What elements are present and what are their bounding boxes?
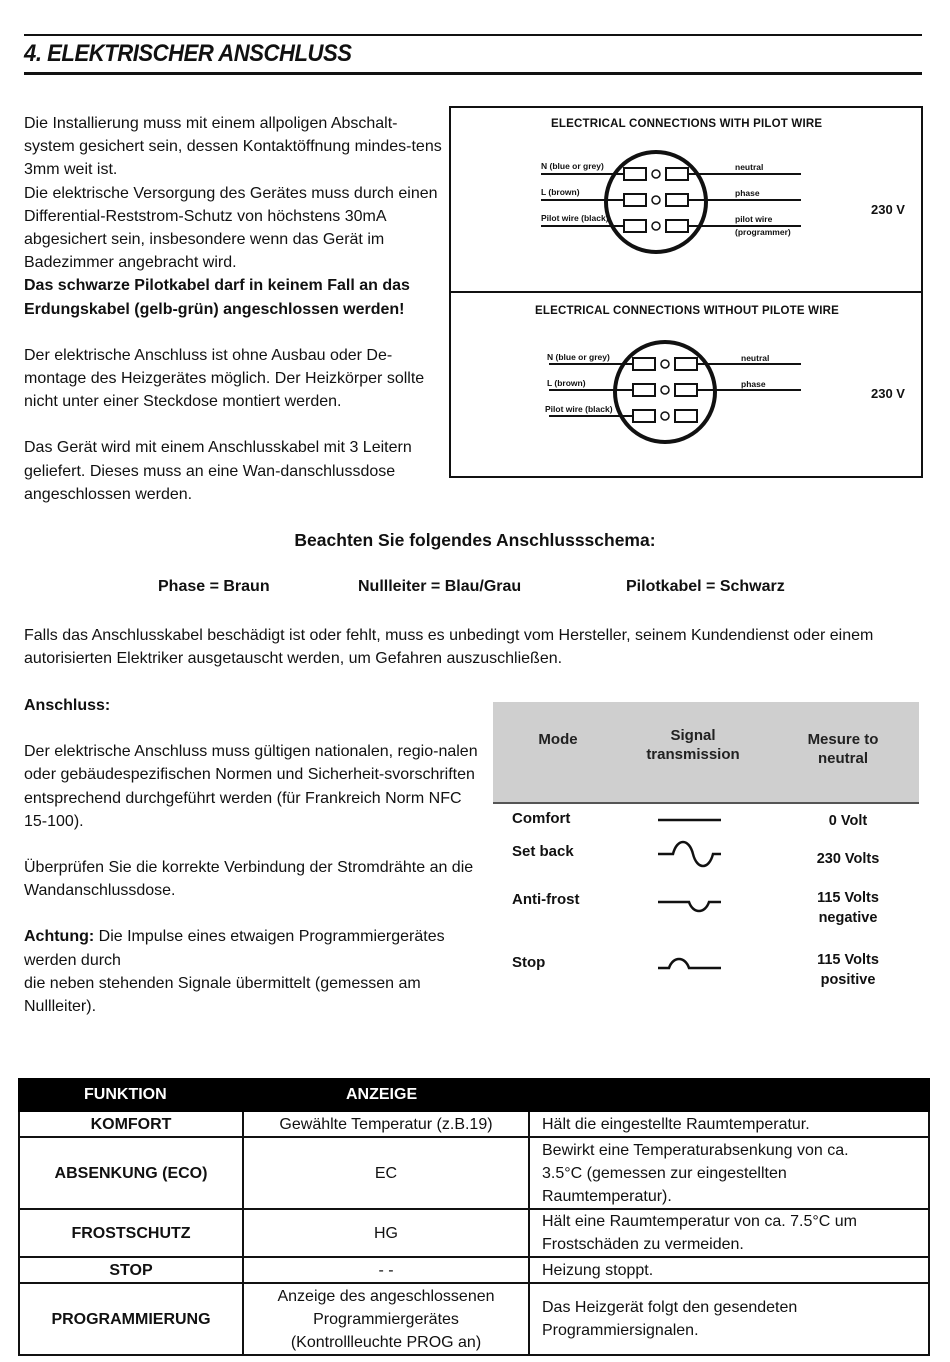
signal-row-setback-value: 230 Volts: [816, 851, 880, 867]
intro-p5: Das Gerät wird mit einem Anschlusskabel mit 3 Leitern geliefert. Dieses muss an eine Wan-danschlussdose angeschlossen werden.: [24, 439, 412, 503]
anschluss-p2: Überprüfen Sie die korrekte Verbindung der Stromdrähte an die Wandanschlussdose.: [24, 859, 474, 900]
diagram-top-label-phase: phase: [735, 188, 760, 198]
row-komfort-beschreibung: Hält die eingestellte Raumtemperatur.: [529, 1111, 929, 1137]
anschluss-p1: Der elektrische Anschluss muss gültigen nationalen, regio-nalen oder gebäudespezifischen Normen und Sicherheit-svorschriften entsprechend durchgeführt werden (für Frankreich Norm NFC 15-100).: [24, 743, 478, 830]
signal-row-antifrost-value: 115 Volts negative: [817, 890, 879, 926]
row-frost-funktion: FROSTSCHUTZ: [19, 1209, 243, 1257]
table-row: [19, 1283, 929, 1355]
row-prog-funktion: PROGRAMMIERUNG: [19, 1283, 243, 1355]
row-prog-anzeige: Anzeige des angeschlossenen Programmiergerätes (Kontrollleuchte PROG an): [243, 1283, 529, 1355]
waveform-stop: [658, 959, 721, 968]
diagram-top-label-l: L (brown): [541, 187, 580, 197]
diagram-top-label-n: N (blue or grey): [541, 161, 604, 171]
signal-row-antifrost-mode: Anti-frost: [512, 891, 580, 908]
row-stop-funktion: STOP: [19, 1257, 243, 1283]
anschluss-section: [24, 694, 484, 1018]
signal-row-comfort-value: 0 Volt: [828, 813, 868, 829]
function-table: [18, 1078, 930, 1356]
row-eco-funktion: ABSENKUNG (ECO): [19, 1137, 243, 1209]
signal-row-stop-value: 115 Volts positive: [817, 952, 879, 988]
wiring-diagrams: [449, 106, 923, 478]
row-komfort-anzeige: Gewählte Temperatur (z.B.19): [243, 1111, 529, 1137]
damage-notice: Falls das Anschlusskabel beschädigt ist oder fehlt, muss es unbedingt vom Hersteller, seinem Kundendienst oder einem autorisierten Elektriker ausgetauscht werden, um Gefahren auszuschließen.: [24, 627, 874, 668]
row-eco-beschreibung: Bewirkt eine Temperaturabsenkung von ca. 3.5°C (gemessen zur eingestellten Raumtemperatur).: [529, 1137, 929, 1209]
title-underline: [24, 72, 922, 75]
row-frost-anzeige: HG: [243, 1209, 529, 1257]
anschluss-heading: Anschluss:: [24, 697, 111, 714]
function-table-header: [19, 1079, 929, 1111]
diagram-top-title: ELECTRICAL CONNECTIONS WITH PILOT WIRE: [551, 118, 823, 130]
row-frost-beschreibung: Hält eine Raumtemperatur von ca. 7.5°C um Frostschäden zu vermeiden.: [529, 1209, 929, 1257]
intro-warning: Das schwarze Pilotkabel darf in keinem Fall an das Erdungskabel (gelb-grün) angeschlossen werden!: [24, 277, 410, 318]
achtung-text-2: die neben stehenden Signale übermittelt (gemessen am Nullleiter).: [24, 974, 421, 1016]
row-prog-beschreibung: Das Heizgerät folgt den gesendeten Programmiersignalen.: [529, 1283, 929, 1355]
diagram-divider: [451, 291, 921, 293]
waveform-antifrost: [658, 902, 721, 911]
signal-row-setback-mode: Set back: [512, 843, 574, 860]
legend-phase: Phase = Braun: [158, 578, 270, 595]
diagram-top-label-pilot: Pilot wire (black): [541, 213, 609, 223]
waveform-setback: [658, 842, 721, 866]
anschluss-p3: [24, 925, 479, 971]
diagram-bottom-voltage: 230 V: [871, 386, 905, 401]
diagram-bottom-label-pilot: Pilot wire (black): [545, 404, 613, 414]
diagram-top-label-pilot-wire: pilot wire: [735, 214, 773, 224]
signal-table: [493, 702, 919, 1022]
intro-p4: Der elektrische Anschluss ist ohne Ausbau oder De-montage des Heizgerätes möglich. Der Heizkörper sollte nicht unter einer Steckdose montiert werden.: [24, 346, 425, 411]
section-title: 4. ELEKTRISCHER ANSCHLUSS: [24, 40, 352, 67]
row-eco-anzeige: EC: [243, 1137, 529, 1209]
signal-header-mode: Mode: [538, 731, 578, 748]
diagram-bottom-title: ELECTRICAL CONNECTIONS WITHOUT PILOTE WIRE: [535, 305, 839, 317]
legend-pilot: Pilotkabel = Schwarz: [626, 578, 785, 595]
header-funktion: FUNKTION: [19, 1079, 243, 1111]
signal-header-signal: Signal transmission: [646, 727, 740, 763]
table-row: [19, 1257, 929, 1283]
achtung-label: Achtung:: [24, 928, 95, 946]
signal-header-measure: Mesure to neutral: [807, 731, 879, 767]
intro-p1: Die Installierung muss mit einem allpoligen Abschalt-system gesichert sein, dessen Kontaktöffnung mindes-tens 3mm weit ist.: [24, 115, 442, 179]
legend-neutral: Nullleiter = Blau/Grau: [358, 578, 522, 595]
row-komfort-funktion: KOMFORT: [19, 1111, 243, 1137]
top-rule: [24, 34, 922, 36]
diagram-top-label-neutral: neutral: [735, 162, 764, 172]
table-row: [19, 1137, 929, 1209]
header-anzeige: ANZEIGE: [243, 1079, 529, 1111]
diagram-bottom-label-n: N (blue or grey): [547, 352, 610, 362]
row-stop-beschreibung: Heizung stoppt.: [529, 1257, 929, 1283]
diagram-bottom-label-phase: phase: [741, 379, 766, 389]
intro-text: [24, 112, 444, 506]
row-stop-anzeige: - -: [243, 1257, 529, 1283]
intro-p2: Die elektrische Versorgung des Gerätes muss durch einen Differential-Reststrom-Schutz von höchstens 30mA abgesichert sein, insbesondere wenn das Gerät im Badezimmer angebracht wird.: [24, 184, 438, 272]
table-row: [19, 1111, 929, 1137]
diagram-bottom-label-l: L (brown): [547, 378, 586, 388]
signal-row-stop-mode: Stop: [512, 954, 546, 971]
diagram-top-label-programmer: (programmer): [735, 227, 791, 237]
table-row: [19, 1209, 929, 1257]
header-beschreibung: [529, 1079, 929, 1111]
diagram-top-voltage: 230 V: [871, 202, 905, 217]
achtung-text-1: Die Impulse eines etwaigen Programmiergerätes werden durch: [24, 928, 445, 969]
scheme-heading: Beachten Sie folgendes Anschlussschema:: [294, 530, 656, 550]
diagram-bottom-label-neutral: neutral: [741, 353, 770, 363]
signal-row-comfort-mode: Comfort: [512, 810, 571, 827]
